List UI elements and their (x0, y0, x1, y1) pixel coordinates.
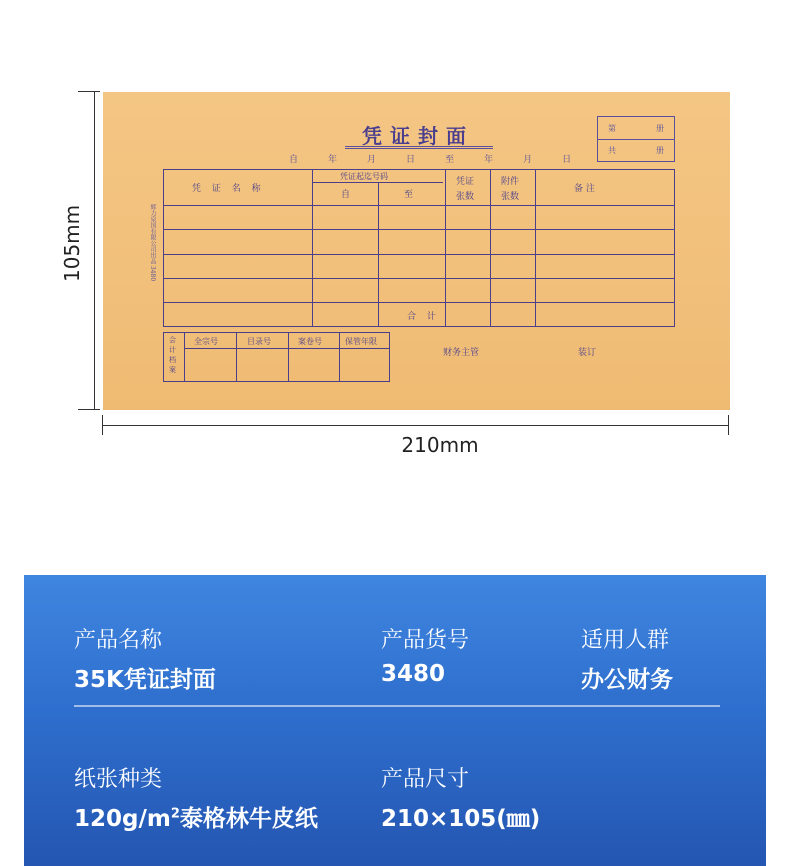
product-code-label: 产品货号 (381, 628, 470, 653)
table-hline (164, 278, 674, 279)
volume-row-number (598, 117, 674, 139)
product-name-label: 产品名称 (74, 628, 163, 653)
archive-col-retention: 保管年限 (345, 337, 377, 346)
total-label: 合 计 (407, 312, 440, 322)
paper-weight-text: 120g/m (74, 806, 171, 832)
audience-value: 办公财务 (581, 667, 673, 693)
table-hline (164, 229, 674, 230)
info-divider (74, 705, 720, 707)
height-dimension-cap-top (78, 91, 100, 92)
col-voucher-name: 凭 证 名 称 (192, 184, 265, 194)
archive-col-fonds: 全宗号 (194, 337, 218, 346)
col-range-header: 凭证起迄号码 (340, 172, 388, 181)
col-remark: 备 注 (574, 184, 595, 194)
archive-vline (236, 333, 237, 381)
paper-weight-sup: 2 (170, 806, 180, 822)
col-attach-line2: 张数 (501, 192, 520, 202)
product-size-label: 产品尺寸 (381, 767, 470, 792)
date-year-2: 年 (484, 155, 494, 165)
cover-date-row (289, 152, 572, 165)
paper-type-value (74, 800, 318, 833)
voucher-table (163, 169, 675, 327)
archive-vline (288, 333, 289, 381)
volume-total-label: 共 (608, 146, 616, 155)
product-size-value: 210×105(㎜) (381, 806, 541, 832)
date-month-2: 月 (523, 155, 533, 165)
date-from: 自 (289, 155, 299, 165)
voucher-cover (103, 92, 730, 410)
table-hline (164, 254, 674, 255)
archive-vline (184, 333, 185, 381)
volume-row-total (598, 139, 674, 161)
product-info-panel (24, 575, 766, 866)
finance-manager-label: 财务主管 (443, 348, 480, 358)
archive-box (163, 332, 390, 382)
col-count-line2: 张数 (456, 192, 475, 202)
date-day-1: 日 (406, 155, 416, 165)
binding-label: 装订 (578, 348, 597, 358)
width-dimension-cap-right (728, 415, 729, 435)
col-to: 至 (404, 190, 414, 200)
volume-total-unit-label: 册 (656, 146, 664, 155)
date-to: 至 (445, 155, 455, 165)
col-count-line1: 凭证 (456, 177, 475, 187)
archive-col-file: 案卷号 (298, 337, 322, 346)
table-hline (312, 182, 443, 183)
table-hline (164, 205, 674, 206)
height-dimension-label: 105mm (60, 204, 84, 282)
cover-title: 凭证封面 (362, 124, 474, 148)
archive-side-label: 会计档案 (169, 336, 176, 374)
height-dimension-cap-bottom (78, 409, 100, 410)
cover-title-underline (345, 146, 493, 149)
volume-unit-label: 册 (656, 123, 664, 133)
col-from: 自 (341, 190, 351, 200)
archive-vline (339, 333, 340, 381)
audience-label: 适用人群 (581, 628, 670, 653)
date-day-2: 日 (562, 155, 572, 165)
archive-hline (184, 348, 389, 349)
volume-box (597, 116, 675, 162)
paper-kind-text: 泰格林牛皮纸 (179, 806, 318, 832)
height-dimension-line (94, 92, 95, 410)
publisher-side-text: 辉力泉国有限公司出品 3480 (149, 204, 156, 282)
width-dimension-line (102, 425, 729, 426)
volume-no-label: 第 (608, 123, 616, 133)
date-month-1: 月 (367, 155, 377, 165)
archive-col-catalog: 目录号 (247, 337, 271, 346)
table-hline (164, 302, 674, 303)
width-dimension-label: 210mm (401, 433, 479, 457)
date-year-1: 年 (328, 155, 338, 165)
product-code-value: 3480 (381, 661, 446, 687)
paper-type-label: 纸张种类 (74, 767, 163, 792)
col-attach-line1: 附件 (501, 177, 520, 187)
product-name-value: 35K凭证封面 (74, 667, 216, 693)
